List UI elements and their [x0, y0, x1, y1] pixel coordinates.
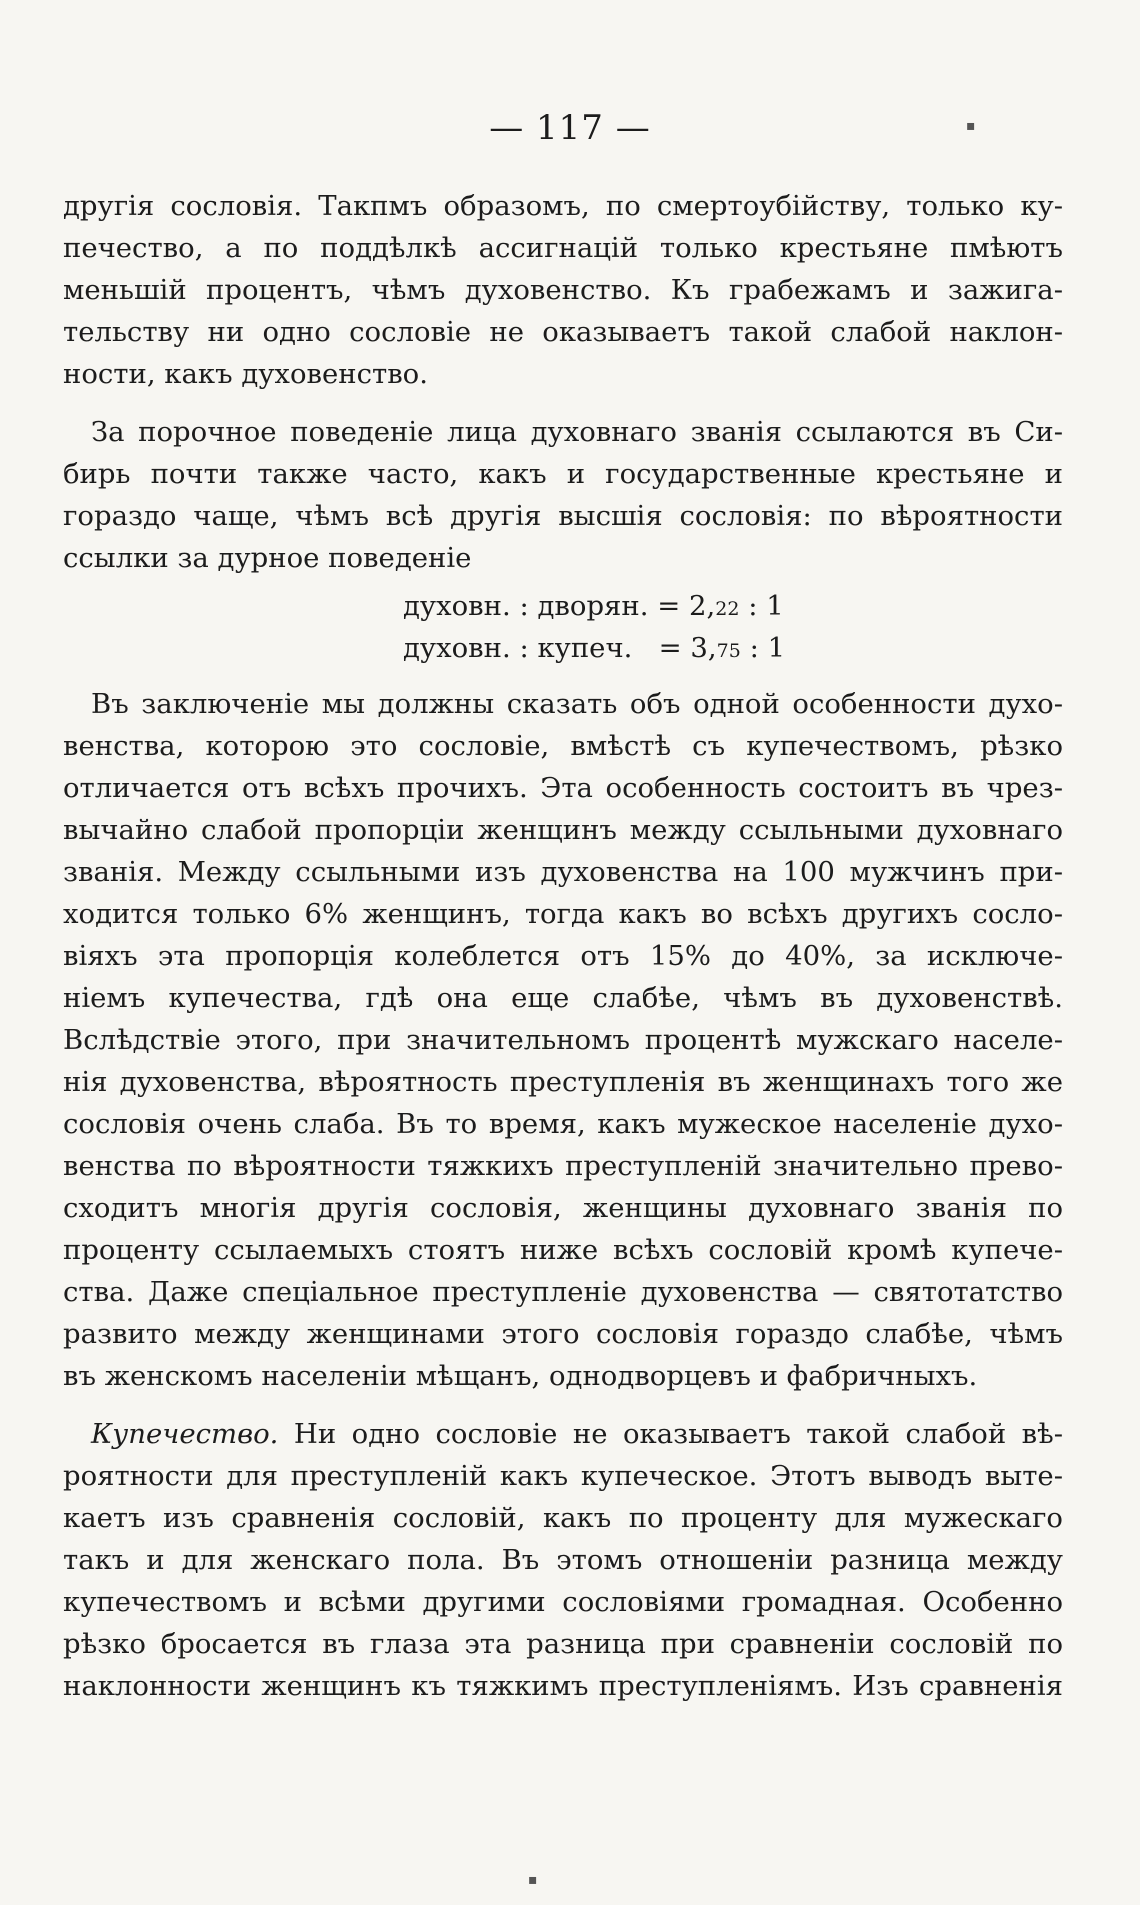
section-heading-italic: Купечество.	[91, 1418, 279, 1450]
text-line: сходитъ многія другія сословія, женщины духовнаго званія по	[63, 1192, 1063, 1224]
text-line: віяхъ эта пропорція колеблется отъ 15% до 40%, за исключе-	[63, 940, 1063, 972]
text-line: ссылки за дурное поведеніе	[63, 542, 472, 574]
text-line: ства. Даже спеціальное преступленіе духовенства — святотатство	[63, 1276, 1063, 1308]
text-line: ніемъ купечества, гдѣ она еще слабѣе, чѣмъ въ духовенствѣ.	[63, 982, 1063, 1014]
equation-line: духовн. : дворян. = 2,22 : 1	[403, 590, 784, 622]
text-line: бирь почти также часто, какъ и государственные крестьяне и	[63, 458, 1063, 490]
text-line: въ женскомъ населеніи мѣщанъ, однодворцевъ и фабричныхъ.	[63, 1360, 978, 1392]
text-line: рѣзко бросается въ глаза эта разница при сравненіи сословій по	[63, 1628, 1063, 1660]
text-line: тельству ни одно сословіе не оказываетъ такой слабой наклон-	[63, 316, 1063, 348]
text-line: печество, а по поддѣлкѣ ассигнацій только крестьяне пмѣютъ	[63, 232, 1063, 264]
text-line: Вслѣдствіе этого, при значительномъ процентѣ мужскаго населе-	[63, 1024, 1063, 1056]
text-line: сословія очень слаба. Въ то время, какъ мужеское населеніе духо-	[63, 1108, 1063, 1140]
text-line: купечествомъ и всѣми другими сословіями громадная. Особенно	[63, 1586, 1063, 1618]
text-line: меньшій процентъ, чѣмъ духовенство. Къ грабежамъ и зажига-	[63, 274, 1063, 306]
text-line: Купечество. Ни одно сословіе не оказываетъ такой слабой вѣ-	[91, 1418, 1063, 1450]
text-line: венства, которою это сословіе, вмѣстѣ съ купечествомъ, рѣзко	[63, 730, 1063, 762]
text-line: развито между женщинами этого сословія гораздо слабѣе, чѣмъ	[63, 1318, 1063, 1350]
text-line: нія духовенства, вѣроятность преступленія въ женщинахъ того же	[63, 1066, 1063, 1098]
text-line: гораздо чаще, чѣмъ всѣ другія высшія сословія: по вѣроятности	[63, 500, 1063, 532]
text-line: ности, какъ духовенство.	[63, 358, 428, 390]
text-line: За порочное поведеніе лица духовнаго званія ссылаются въ Си-	[91, 416, 1063, 448]
text-line: каетъ изъ сравненія сословій, какъ по проценту для мужескаго	[63, 1502, 1063, 1534]
text-line: наклонности женщинъ къ тяжкимъ преступленіямъ. Изъ сравненія	[63, 1670, 1063, 1702]
text-line: Въ заключеніе мы должны сказать объ одной особенности духо-	[91, 688, 1063, 720]
text-line: ходится только 6% женщинъ, тогда какъ во всѣхъ другихъ сосло-	[63, 898, 1063, 930]
text-line: отличается отъ всѣхъ прочихъ. Эта особенность состоитъ въ чрез-	[63, 772, 1063, 804]
text-line: роятности для преступленій какъ купеческое. Этотъ выводъ выте-	[63, 1460, 1063, 1492]
text-line: званія. Между ссыльными изъ духовенства на 100 мужчинъ при-	[63, 856, 1063, 888]
text-line: другія сословія. Такпмъ образомъ, по смертоубійству, только ку-	[63, 190, 1063, 222]
text-line: венства по вѣроятности тяжкихъ преступленій значительно прево-	[63, 1150, 1063, 1182]
text-line: проценту ссылаемыхъ стоятъ ниже всѣхъ сословій кромѣ купече-	[63, 1234, 1063, 1266]
scan-speck: ▪	[528, 1872, 538, 1888]
page-number: — 117 —	[489, 108, 651, 148]
scan-speck: ▪	[966, 118, 976, 134]
equation-line: духовн. : купеч. = 3,75 : 1	[403, 632, 786, 664]
text-line: такъ и для женскаго пола. Въ этомъ отношеніи разница между	[63, 1544, 1063, 1576]
text-line: вычайно слабой пропорціи женщинъ между ссыльными духовнаго	[63, 814, 1063, 846]
